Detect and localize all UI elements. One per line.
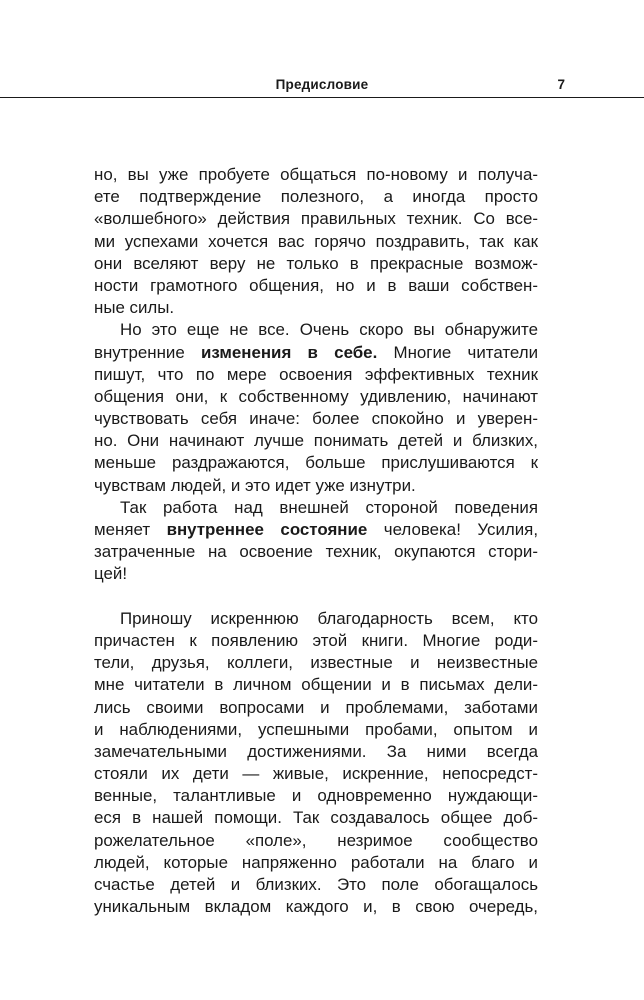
text-line: цей! xyxy=(94,564,128,584)
paragraph-3 xyxy=(94,497,538,586)
text-line: еся в нашей помощи. Так создавалось общее доб- xyxy=(94,808,538,828)
text-line: ете подтверждение полезного, а иногда просто xyxy=(94,187,538,207)
text-run: человека! Усилия, xyxy=(367,520,539,539)
text-line: меньше раздражаются, больше прислушиваются к xyxy=(94,453,538,473)
text-line: мне читатели в личном общении и в письмах дели- xyxy=(94,675,538,695)
text-line: лись своими вопросами и проблемами, заботами xyxy=(94,697,538,717)
text-line: ми успехами хочется вас горячо поздравить, так как xyxy=(94,231,538,251)
text-line: ности грамотного общения, но и в ваши собствен- xyxy=(94,275,538,295)
header-rule xyxy=(0,97,644,98)
text-line xyxy=(94,342,538,364)
text-line: ные силы. xyxy=(94,298,175,318)
text-line: и наблюдениями, успешными пробами, опытом и xyxy=(94,719,538,739)
text-line: стояли их дети — живые, искренние, непосредст- xyxy=(94,764,538,784)
text-line: Так работа над внешней стороной поведения xyxy=(120,497,538,517)
text-run: Многие читатели xyxy=(377,342,539,362)
text-line: рожелательное «поле», незримое сообщество xyxy=(94,830,538,850)
text-line: людей, которые напряженно работали на благо и xyxy=(94,852,538,872)
emphasis-inner-state: внутреннее состояние xyxy=(166,520,368,539)
text-line: счастье детей и близких. Это поле обогащалось xyxy=(94,875,538,894)
text-line: затраченные на освоение техник, окупаются стори- xyxy=(94,542,538,562)
text-line: венные, талантливые и одновременно нуждающи- xyxy=(94,786,538,806)
paragraph-2 xyxy=(94,319,538,497)
section-gap xyxy=(94,586,538,608)
chapter-title: Предисловие xyxy=(275,77,369,92)
body-text xyxy=(94,164,538,918)
text-line: но, вы уже пробуете общаться по-новому и получа- xyxy=(94,165,538,184)
paragraph-4 xyxy=(94,608,538,919)
text-run: внутренние xyxy=(94,342,202,362)
text-line: причастен к появлению этой книги. Многие роди- xyxy=(94,630,538,650)
text-line: уникальным вкладом каждого и, в свою очередь, xyxy=(94,897,538,917)
text-line: общения они, к собственному удивлению, начинают xyxy=(94,386,538,406)
text-line: но. Они начинают лучше понимать детей и близких, xyxy=(94,431,538,451)
text-line: чувствовать себя иначе: более спокойно и уверен- xyxy=(94,409,538,429)
text-line: «волшебного» действия правильных техник. Со все- xyxy=(94,209,538,229)
text-line: замечательными достижениями. За ними всегда xyxy=(94,741,538,761)
text-line: чувствам людей, и это идет уже изнутри. xyxy=(94,475,416,495)
emphasis-changes-in-self: изменения в себе. xyxy=(201,342,378,362)
paragraph-1 xyxy=(94,164,538,319)
text-line xyxy=(94,519,538,541)
text-line: они вселяют веру не только в прекрасные возмож- xyxy=(94,253,538,273)
text-line: Приношу искреннюю благодарность всем, кто xyxy=(120,608,538,628)
running-head xyxy=(0,77,644,97)
page-number: 7 xyxy=(557,77,565,92)
text-run: меняет xyxy=(94,520,167,539)
text-line: тели, друзья, коллеги, известные и неизвестные xyxy=(94,653,538,673)
text-line: Но это еще не все. Очень скоро вы обнаружите xyxy=(120,320,538,340)
text-line: пишут, что по мере освоения эффективных техник xyxy=(94,364,538,384)
